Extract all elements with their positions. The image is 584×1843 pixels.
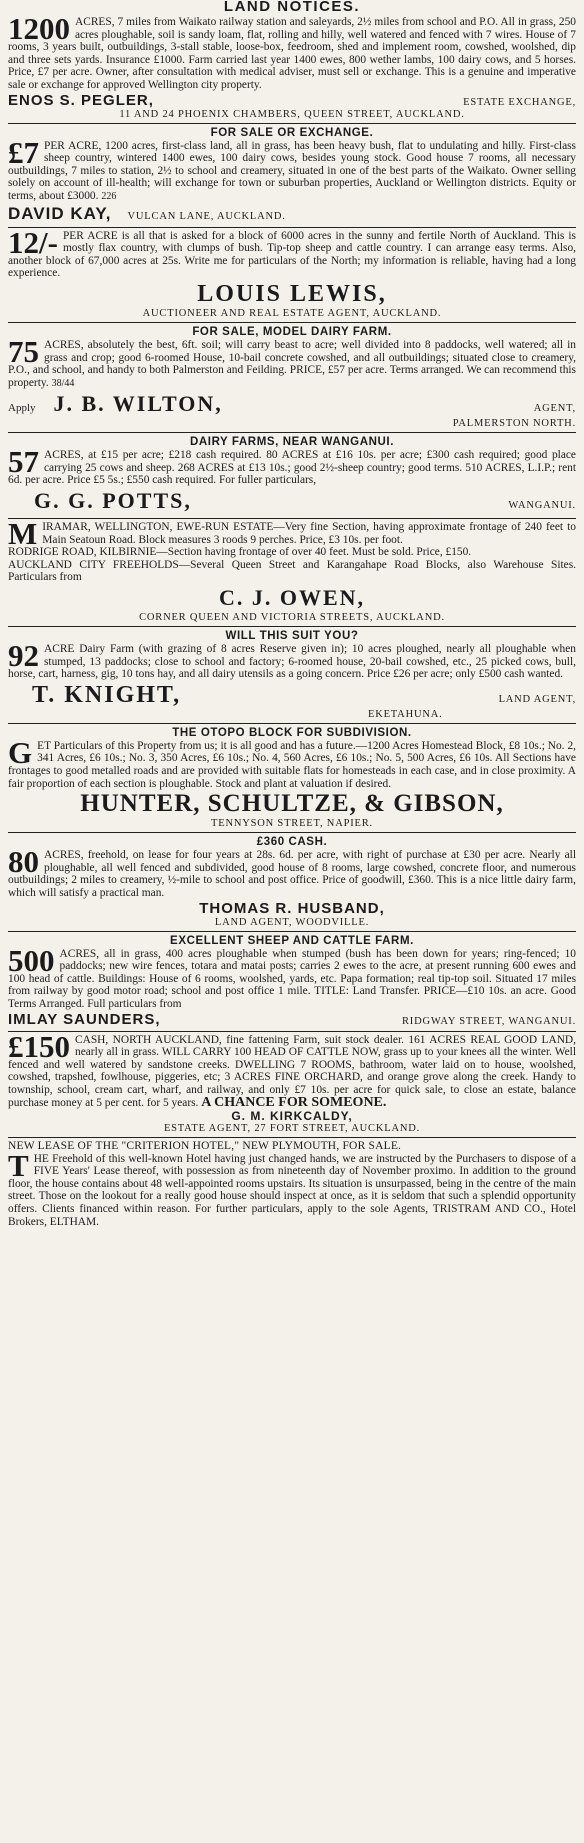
ad-text: PER ACRE is all that is asked for a block of 6000 acres in the sunny and fertile North of Auckland. This is mostly flax country, with clumps of bush. Tip-top sheep and cattle country. I can arrange easy terms. Also, another block of 67,000 acres at 25s. Write me for particulars of the North; my information is reliable, having had a long experience. <box>8 229 576 280</box>
ad-text: ACRES, 7 miles from Waikato railway station and saleyards, 2½ miles from school and P.O. All in grass, 250 acres ploughable, soil is sandy loam, flat, rolling and hilly, well watered and fenced with 7 wires. House of 7 rooms, 3 years built, outbuildings, 3-stall stable, loose-box, feedroom, shed and implement room, cowshed, woolshed, dip and three sets yards. Insurance £1000. Farm carried last year 1400 ewes, 800 wether lambs, 100 dairy cows, and 5 horses. Price, £7 per acre. Owner, after consultation with medical adviser, must sell or exchange. This is a genuine and imperative sale or exchange for approved Wellington city property. <box>8 16 576 91</box>
ad-kay <box>8 124 576 228</box>
advertiser-role: ESTATE EXCHANGE, <box>463 96 576 108</box>
advertiser-address: AUCTIONEER AND REAL ESTATE AGENT, AUCKLAND. <box>142 307 442 319</box>
ad-heading: WILL THIS SUIT YOU? <box>225 630 359 643</box>
advertiser-address: WANGANUI. <box>508 500 576 512</box>
advertiser-name: IMLAY SAUNDERS, <box>8 1010 161 1028</box>
advertiser-name: HUNTER, SCHULTZE, & GIBSON, <box>80 790 504 818</box>
advertiser-address: 11 AND 24 PHOENIX CHAMBERS, QUEEN STREET, AUCKLAND. <box>119 108 465 120</box>
ad-text: ACRES, all in grass, 400 acres ploughable when stumped (bush has been down for years; ring-fenced; 10 paddocks; new wire fences, totara and matai posts; carries 2 ewes to the acre, at present running 600 ewes and 100 head of cattle. Buildings: House of 6 rooms, woolshed, yards, etc. Papa formation; real tip-top soil. Situated 17 miles from railway by good motor road; school and post office 1 mile. TITLE: Land Transfer. PRICE—£10 10s. an acre. Good Terms Arranged. Full particulars from <box>8 947 576 1010</box>
ad-heading: £360 CASH. <box>256 836 328 849</box>
lead-figure: 57 <box>8 444 39 480</box>
ad-saunders <box>8 932 576 1032</box>
ad-body <box>8 638 576 681</box>
ad-reference: 38/44 <box>51 377 75 389</box>
advertiser-address: EKETAHUNA. <box>368 708 443 720</box>
advertiser-name: G. G. POTTS, <box>34 488 192 514</box>
ad-knight <box>8 627 576 724</box>
ad-wilton <box>8 323 576 433</box>
ad-body <box>8 444 576 487</box>
ad-text: IRAMAR, WELLINGTON, EWE-RUN ESTATE—Very fine Section, having approximate frontage of 240 feet to Main Seatoun Road. Block measures 3 roods 9 perches. Price, £3 10s. per foot. <box>42 521 576 546</box>
ad-text: ACRE Dairy Farm (with grazing of 8 acres Reserve given in); 10 acres ploughed, nearly all ploughable when stumped, 13 paddocks; close to school and factory; 6-roomed house, 20-bail cowshed, etc., 25 picked cows, bull, horse, cart, harness, gig, 10 tons hay, and all dairy utensils as a going concern. Price £26 per acre; only £500 cash wanted. <box>8 643 576 681</box>
advertiser-name: DAVID KAY, <box>8 203 112 223</box>
ad-body <box>8 1147 576 1229</box>
advertiser-address: TENNYSON STREET, NAPIER. <box>211 818 373 830</box>
lead-figure: 12/- <box>8 227 58 260</box>
ad-potts <box>8 433 576 519</box>
advertiser-address: CORNER QUEEN AND VICTORIA STREETS, AUCKLAND. <box>139 612 445 624</box>
ad-text: ACRES, freehold, on lease for four years at 28s. 6d. per acre, with right of purchase at £30 per acre. Nearly all ploughable, all well fenced and subdivided, good house of 8 rooms, large cowshed, concrete floor, and numerous outbuildings; 2 miles to creamery, ½-mile to school and post office. Price of goodwill, £360. This is a nice little dairy farm, which will satisfy a practical man. <box>8 849 576 899</box>
lead-figure: 500 <box>8 942 55 978</box>
apply-label: Apply <box>8 402 36 415</box>
ad-body <box>8 844 576 899</box>
ad-body <box>8 942 576 1011</box>
section-masthead: LAND NOTICES. <box>223 0 361 14</box>
advertiser-address: LAND AGENT, WOODVILLE. <box>214 916 370 928</box>
advertiser-role: AGENT, <box>533 403 576 415</box>
advertiser-role: LAND AGENT, <box>498 693 576 705</box>
ad-text-3: AUCKLAND CITY FREEHOLDS—Several Queen Street and Karangahape Road Blocks, also Warehouse Sites. Particulars from <box>8 558 576 584</box>
ad-body <box>8 333 576 390</box>
ad-heading: THE OTOPO BLOCK FOR SUBDIVISION. <box>172 726 412 739</box>
ad-text: ACRES, at £15 per acre; £218 cash required. 80 ACRES at £16 10s. per acre; £300 cash required; good place carrying 25 cows and sheep. 268 ACRES at £13 10s.; good 2½-sheep country; good terms. 510 ACRES, L.I.P.; rent 6d. per acre. Price £5 5s.; £550 cash required. For fuller particulars, <box>8 449 576 487</box>
lead-figure: 1200 <box>8 14 70 46</box>
ad-body <box>8 734 576 790</box>
ad-text: ET Particulars of this Property from us; it is all good and has a future.—1200 Acres Homestead Block, £8 10s.; No. 2, 341 Acres, £6 10s.; No. 3, 350 Acres, £6 10s.; No. 4, 560 Acres, £6 10s.; No. 5, 500 Acres, £6 10s. All Sections have frontages to good metalled roads and are provided with suitable flats for homesteads in each case, and in close proximity. A fair proportion of each section is ploughable. Stock and plant at valuation if desired. <box>8 739 576 790</box>
ad-body <box>8 16 576 92</box>
ad-tagline: A CHANCE FOR SOMEONE. <box>201 1094 387 1110</box>
ad-body <box>8 134 576 204</box>
advertiser-name: C. J. OWEN, <box>218 585 366 611</box>
lead-figure: £7 <box>8 134 39 170</box>
ad-text: ACRES, absolutely the best, 6ft. soil; will carry beast to acre; well divided into 8 paddocks, well watered; all in grass and crop; good 6-roomed House, 10-bail concrete cowshed, and all outbuildings; situated close to creamery, P.O., and school, and handy to both Palmerston and Feilding. PRICE, £57 per acre. Terms arranged. We can recommend this property. <box>8 338 576 389</box>
advertiser-address: RIDGWAY STREET, WANGANUI. <box>402 1015 576 1027</box>
advertiser-address: ESTATE AGENT, 27 FORT STREET, AUCKLAND. <box>163 1123 421 1135</box>
ad-pegler <box>8 14 576 124</box>
ad-kirkcaldy <box>8 1032 576 1139</box>
ad-heading: EXCELLENT SHEEP AND CATTLE FARM. <box>170 934 414 947</box>
ad-body <box>8 227 576 280</box>
advertiser-name: ENOS S. PEGLER, <box>8 91 154 109</box>
ad-reference: 226 <box>101 190 117 202</box>
lead-initial: T <box>8 1147 29 1183</box>
ad-heading: FOR SALE, MODEL DAIRY FARM. <box>192 325 392 338</box>
advertiser-address: VULCAN LANE, AUCKLAND. <box>127 210 286 222</box>
lead-initial: G <box>8 734 33 770</box>
ad-heading: NEW LEASE OF THE "CRITERION HOTEL," NEW PLYMOUTH, FOR SALE. <box>8 1140 402 1153</box>
ad-criterion-hotel <box>8 1138 576 1231</box>
ad-heading: FOR SALE OR EXCHANGE. <box>210 126 374 139</box>
advertiser-name: J. B. WILTON, <box>53 391 223 417</box>
lead-initial: M <box>8 519 38 552</box>
lead-figure: £150 <box>8 1031 70 1064</box>
advertiser-name: LOUIS LEWIS, <box>197 280 387 307</box>
advertiser-name: THOMAS R. HUSBAND, <box>199 899 385 917</box>
ad-body <box>8 1031 576 1110</box>
advertiser-address: PALMERSTON NORTH. <box>452 418 576 430</box>
ad-text-2: RODRIGE ROAD, KILBIRNIE—Section having frontage of over 40 feet. Must be sold. Price, £150. <box>8 546 472 559</box>
ad-heading: DAIRY FARMS, NEAR WANGANUI. <box>189 436 395 449</box>
ad-hunter-schultze-gibson <box>8 724 576 833</box>
ad-owen <box>8 519 576 627</box>
lead-figure: 80 <box>8 844 39 880</box>
lead-figure: 75 <box>8 333 39 369</box>
ad-text: HE Freehold of this well-known Hotel having just changed hands, we are instructed by the Purchasers to dispose of a FIVE Years' Lease thereof, with possession as from nineteenth day of November proximo. In addition to the ground floor, the house contains about 48 well-appointed rooms upstairs. Its situation is unsurpassed, being in the centre of the main street. Those on the lookout for a really good house should inspect at once, as it is seldom that such a splendid opportunity offers. Clients financed within reason. For further particulars, apply to the sole Agents, TRISTRAM AND CO., Hotel Brokers, ELTHAM. <box>8 1152 576 1228</box>
ad-lewis <box>8 228 576 323</box>
ad-text: PER ACRE, 1200 acres, first-class land, all in grass, has been heavy bush, flat to undulating and hilly. First-class sheep country, wintered 1400 ewes, 100 dairy cows, besides young stock. Good house 7 rooms, all necessary outbuildings, 7 miles to station, 2½ to school and creamery, situated in one of the best parts of the Waikato. Owner selling solely on account of ill-health; will exchange for town or suburban properties, Auckland or Wellington districts. Equity or terms, about £3000. <box>8 139 576 202</box>
ad-husband <box>8 833 576 931</box>
lead-figure: 92 <box>8 638 39 674</box>
ad-body <box>8 519 576 552</box>
advertiser-name: G. M. KIRKCALDY, <box>231 1109 353 1124</box>
ad-text: CASH, NORTH AUCKLAND, fine fattening Farm, suit stock dealer. 161 ACRES REAL GOOD LAND, nearly all in grass. WILL CARRY 100 HEAD OF CATTLE NOW, grass up to your knees all the winter. Well fenced and well watered by sandstone creeks. DWELLING 7 ROOMS, bathroom, water laid on to house, woolshed, cowshed, trapshed, fowlhouse, piggeries, etc; 3 ACRES FINE ORCHARD, and orange grove along the creek. Handy to township, school, cream cart, wharf, and railway, and only £7 10s. per acre for quick sale, to close an estate, balance purchase money at 5 per cent. for 5 years. <box>8 1033 576 1109</box>
advertiser-name: T. KNIGHT, <box>32 681 182 708</box>
